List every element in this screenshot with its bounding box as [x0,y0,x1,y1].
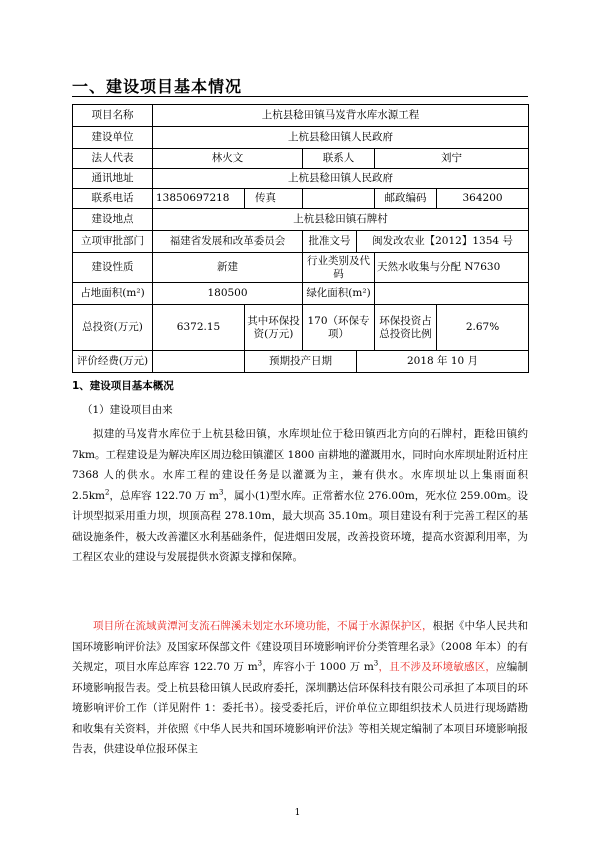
table-value: 上杭县稔田镇人民政府 [153,127,529,149]
table-label: 总投资(万元) [73,305,153,351]
superscript: 3 [373,659,379,668]
section-heading: 1、建设项目基本概况 [72,380,174,392]
table-value: 上杭县稔田镇人民政府 [153,169,529,189]
paragraph-origin [72,424,528,568]
table-label: 传真 [245,189,303,209]
table-row [73,105,529,127]
table-row [73,351,529,373]
project-info-table [72,104,529,373]
table-label: 环保投资占总投资比例 [375,305,437,351]
table-label: 法人代表 [73,149,153,169]
table-value: 闽发改农业【2012】1354 号 [357,231,529,253]
table-row [73,283,529,305]
table-row [73,127,529,149]
table-label: 行业类别及代码 [303,253,375,283]
text-run: 根据《中华人民共和国环境影响评价法》及国家环保部文件《建设项目环境影响评价分类管理名录》（2008 年本）的有关规定，项目水库总库容 122.70 万 m [72,620,529,673]
table-value: 林火文 [153,149,303,169]
page-number: 1 [294,808,301,818]
table-label: 立项审批部门 [73,231,153,253]
table-value: 6372.15 [153,305,245,351]
title-rule [72,96,528,97]
text-run: ，库容小于 1000 万 m [262,661,374,673]
table-label: 联系人 [303,149,375,169]
table-value: 上杭县稔田镇石牌村 [153,209,529,231]
table-value [375,283,529,305]
table-value [303,189,375,209]
text-run: ，属小(1)型水库。正常蓄水位 276.00m，死水位 259.00m。设计坝型拟采用重力坝，坝顶高程 278.10m，最大坝高 35.10m。项目建设有利于完善工程区的基础设施条件，极大改善灌区水利基础条件，促进烟田发展，改善投资环境，提高水资源利用率，为工程区农业的建设与发展提供水资源支撑和保障。 [72,489,528,563]
table-label: 建设单位 [73,127,153,149]
subsection-heading: （1）建设项目由来 [82,404,173,416]
table-label: 邮政编码 [375,189,437,209]
table-label: 占地面积(m²) [73,283,153,305]
text-run: ，总库容 122.70 万 m [109,489,219,502]
table-value: 2.67% [437,305,529,351]
table-value: 福建省发展和改革委员会 [153,231,303,253]
text-run: 应编制环境影响报告表。受上杭县稔田镇人民政府委托，深圳鹏达信环保科技有限公司承担了本项目的环境影响评价工作（详见附件 1：委托书）。接受委托后，评价单位立即组织技术人员进行现场踏勘和收集有关资料，并依照《中华人民共和国环境影响评价法》等相关规定编制了本项目环境影响报告表，供建设单位报环保主 [72,661,529,755]
table-value: 364200 [437,189,529,209]
superscript: 2 [105,488,110,496]
table-row [73,253,529,283]
table-row [73,209,529,231]
paragraph-classification [72,616,528,760]
table-row [73,189,529,209]
table-row [73,169,529,189]
superscript: 3 [257,659,263,668]
table-value: 2018 年 10 月 [357,351,529,373]
section-title: 一、建设项目基本情况 [72,77,243,96]
table-value: 13850697218 [153,189,245,209]
highlight-text: ，且不涉及环境敏感区， [378,661,497,673]
table-label: 预期投产日期 [245,351,357,373]
text-run: 拟建的马岌背水库位于上杭县稔田镇，水库坝址位于稔田镇西北方向的石牌村，距稔田镇约 7km。工程建设是为解决库区周边稔田镇灌区 1800 亩耕地的灌溉用水，同时向水库坝址附近村庄 7368 人的供水。水库工程的建设任务是以灌溉为主，兼有供水。水库坝址以上集雨面积 2.5km [72,428,528,502]
table-value: 180500 [153,283,303,305]
table-label: 项目名称 [73,105,153,127]
table-row [73,231,529,253]
table-label: 通讯地址 [73,169,153,189]
table-label: 评价经费(万元) [73,351,153,373]
table-value: 新建 [153,253,303,283]
table-value [153,351,245,373]
table-label: 绿化面积(m²) [303,283,375,305]
table-row [73,305,529,351]
superscript: 3 [218,488,224,496]
table-value: 上杭县稔田镇马岌背水库水源工程 [153,105,529,127]
table-value: 170（环保专项） [303,305,375,351]
table-label: 建设地点 [73,209,153,231]
table-label: 其中环保投资(万元) [245,305,303,351]
table-label: 建设性质 [73,253,153,283]
table-value: 刘宁 [375,149,529,169]
table-value: 天然水收集与分配 N7630 [375,253,529,283]
table-label: 批准文号 [303,231,357,253]
table-row [73,149,529,169]
table-label: 联系电话 [73,189,153,209]
highlight-text: 项目所在流域黄潭河支流石牌溪未划定水环境功能，不属于水源保护区， [93,620,433,632]
